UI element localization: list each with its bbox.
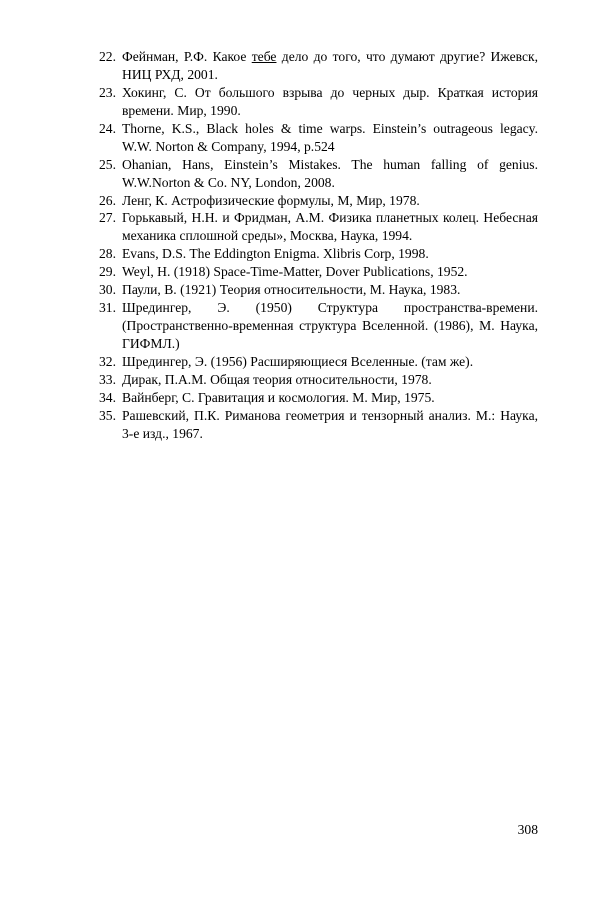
reference-number: 22. <box>99 49 116 64</box>
reference-text: Паули, В. (1921) Теория относительности, М. Наука, 1983. <box>122 282 461 298</box>
reference-number: 30. <box>99 282 116 298</box>
reference-item <box>88 407 538 443</box>
reference-item <box>88 209 538 245</box>
page-number: 308 <box>517 822 538 837</box>
underlined-word: тебе <box>251 49 277 64</box>
reference-item <box>88 245 538 263</box>
reference-text: Хокинг, С. От большого взрыва до черных дыр. Краткая история времени. Мир, 1990. <box>122 84 538 118</box>
reference-number: 24. <box>99 120 116 136</box>
reference-number: 33. <box>99 371 116 387</box>
reference-item <box>88 371 538 389</box>
reference-text: Рашевский, П.К. Риманова геометрия и тензорный анализ. М.: Наука, 3-е изд., 1967. <box>122 407 538 441</box>
reference-text: Evans, D.S. The Eddington Enigma. Xlibris Corp, 1998. <box>122 246 429 262</box>
reference-text: Шредингер, Э. (1956) Расширяющиеся Вселенные. (там же). <box>122 353 474 369</box>
reference-text: Шредингер, Э. (1950) Структура пространства-времени. (Пространственно-временная структура Вселенной. (1986), М. Наука, ГИФМЛ.) <box>122 300 538 351</box>
reference-item <box>88 192 538 210</box>
reference-number: 35. <box>99 407 116 423</box>
reference-text: Вайнберг, С. Гравитация и космология. М. Мир, 1975. <box>122 389 435 405</box>
reference-text: Weyl, H. (1918) Space-Time-Matter, Dover Publications, 1952. <box>122 264 468 280</box>
reference-number: 27. <box>99 210 116 226</box>
reference-text: Дирак, П.А.М. Общая теория относительности, 1978. <box>122 371 432 387</box>
reference-item <box>88 281 538 299</box>
reference-number: 25. <box>99 156 116 172</box>
reference-text <box>122 48 538 84</box>
reference-item <box>88 120 538 156</box>
reference-item <box>88 299 538 353</box>
reference-number: 23. <box>99 84 116 100</box>
reference-item <box>88 156 538 192</box>
reference-item <box>88 84 538 120</box>
reference-item <box>88 389 538 407</box>
reference-text: Ленг, К. Астрофизические формулы, М, Мир, 1978. <box>122 192 420 208</box>
reference-list <box>88 48 538 443</box>
reference-number: 28. <box>99 246 116 262</box>
reference-number: 32. <box>99 353 116 369</box>
reference-text: Ohanian, Hans, Einstein’s Mistakes. The human falling of genius. W.W.Norton & Co. NY, London, 2008. <box>122 156 538 190</box>
reference-number: 26. <box>99 192 116 208</box>
reference-item <box>88 48 538 84</box>
reference-number: 29. <box>99 264 116 280</box>
reference-item <box>88 263 538 281</box>
reference-text: Thorne, K.S., Black holes & time warps. Einstein’s outrageous legacy. W.W. Norton & Company, 1994, p.524 <box>122 120 538 154</box>
reference-number: 31. <box>99 300 116 316</box>
reference-number: 34. <box>99 389 116 405</box>
reference-text: Горькавый, Н.Н. и Фридман, А.М. Физика планетных колец. Небесная механика сплошной среды», Москва, Наука, 1994. <box>122 210 538 244</box>
reference-item <box>88 353 538 371</box>
text-run: Фейнман, Р.Ф. Какое <box>122 49 252 64</box>
text-run: дело до того, что думают другие? Ижевск, НИЦ РХД, 2001. <box>122 49 538 82</box>
